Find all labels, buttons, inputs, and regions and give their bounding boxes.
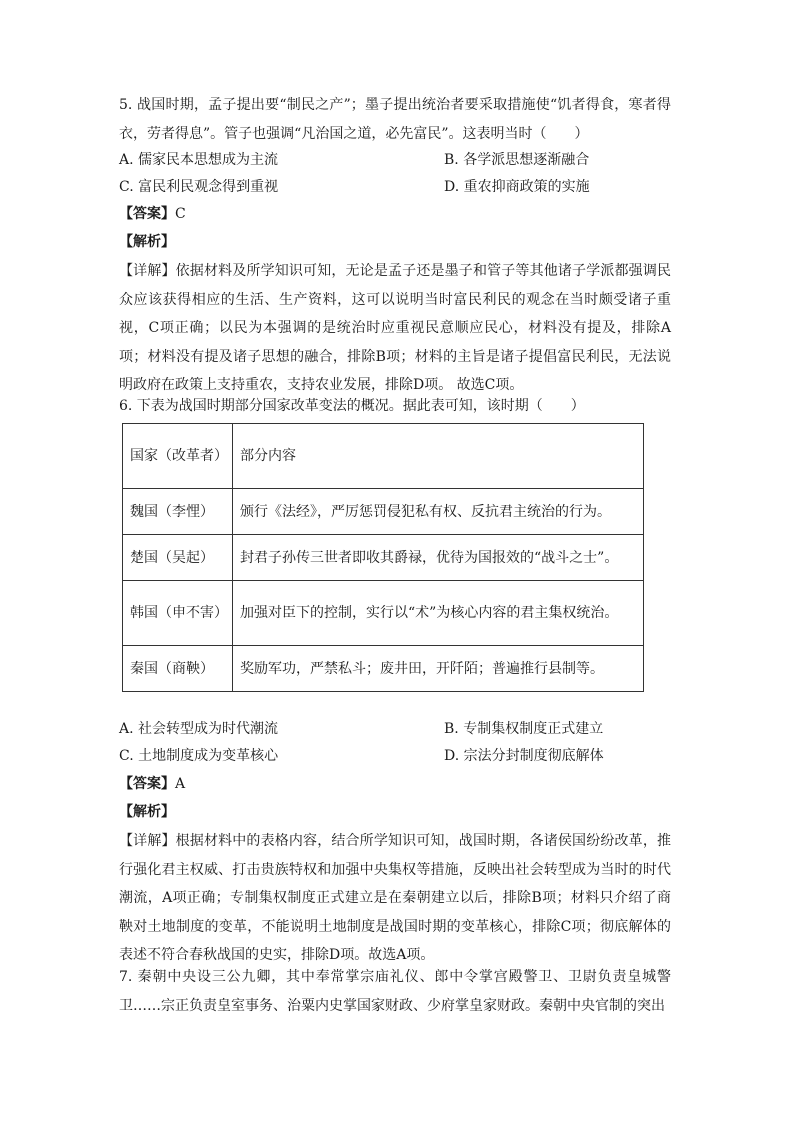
- question-5-analysis-tag: 【解析】: [119, 234, 175, 250]
- table-cell-content: 加强对臣下的控制，实行以“术”为核心内容的君主集权统治。: [233, 581, 644, 646]
- question-6-answer: [119, 770, 185, 798]
- question-5-option-d: D. 重农抑商政策的实施: [444, 179, 590, 195]
- question-5-stem: 5. 战国时期，孟子提出要“制民之产”；墨子提出统治者要采取措施使“饥者得食，寒者得衣，劳者得息”。管子也强调“凡治国之道，必先富民”。这表明当时（ ）: [119, 97, 671, 142]
- answer-tag: 【答案】: [119, 206, 175, 222]
- question-6-options-row-1: [119, 715, 679, 743]
- answer-value: C: [175, 206, 186, 222]
- table-header-cell: 部分内容: [233, 424, 644, 489]
- question-6-option-d: D. 宗法分封制度彻底解体: [444, 748, 604, 764]
- table-row: [123, 646, 644, 692]
- question-6-analysis-tag: 【解析】: [119, 804, 175, 820]
- question-6-option-a: A. 社会转型成为时代潮流: [119, 721, 279, 737]
- question-5-option-a: A. 儒家民本思想成为主流: [119, 152, 279, 168]
- question-5-detail: 【详解】依据材料及所学知识可知，无论是孟子还是墨子和管子等其他诸子学派都强调民众应该获得相应的生活、生产资料，这可以说明当时富民利民的观念在当时颇受诸子重视，C项正确；以民为本强调的是统治时应重视民意顺应民心，材料没有提及，排除A项；材料没有提及诸子思想的融合，排除B项；材料的主旨是诸子提倡富民利民，无法说明政府在政策上支持重农，支持农业发展，排除D项。 故选C项。: [119, 263, 671, 393]
- question-5-answer: [119, 200, 186, 228]
- table-header-cell: 国家（改革者）: [123, 424, 233, 489]
- table-cell-content: 颁行《法经》，严厉惩罚侵犯私有权、反抗君主统治的行为。: [233, 489, 644, 535]
- question-5-options-row-1: [119, 146, 679, 174]
- question-6-options-row-2: [119, 742, 679, 770]
- question-6-option-b: B. 专制集权制度正式建立: [444, 721, 604, 737]
- table-cell-content: 奖励军功，严禁私斗；废井田，开阡陌；普遍推行县制等。: [233, 646, 644, 692]
- question-6-detail: 【详解】根据材料中的表格内容，结合所学知识可知，战国时期，各诸侯国纷纷改革，推行强化君主权威、打击贵族特权和加强中央集权等措施，反映出社会转型成为当时的时代潮流，A项正确；专制集权制度正式建立是在秦朝建立以后，排除B项；材料只介绍了商鞅对土地制度的变革，不能说明土地制度是战国时期的变革核心，排除C项；彻底解体的表述不符合春秋战国的史实，排除D项。故选A项。: [119, 833, 671, 963]
- answer-tag: 【答案】: [119, 776, 175, 792]
- answer-value: A: [175, 776, 186, 792]
- question-6-stem: 6. 下表为战国时期部分国家改革变法的概况。据此表可知，该时期（ ）: [119, 398, 585, 414]
- table-row: [123, 535, 644, 581]
- table-row: [123, 489, 644, 535]
- question-5-options-row-2: [119, 173, 679, 201]
- table-row: [123, 581, 644, 646]
- table-cell-country: 楚国（吴起）: [123, 535, 233, 581]
- question-5-option-c: C. 富民利民观念得到重视: [119, 179, 279, 195]
- table-cell-country: 秦国（商鞅）: [123, 646, 233, 692]
- reform-table: [122, 423, 644, 692]
- table-cell-content: 封君子孙传三世者即收其爵禄，优待为国报效的“战斗之士”。: [233, 535, 644, 581]
- table-header-row: [123, 424, 644, 489]
- question-6-option-c: C. 土地制度成为变革核心: [119, 748, 279, 764]
- question-7-stem: 7. 秦朝中央设三公九卿，其中奉常掌宗庙礼仪、郎中令掌宫殿警卫、卫尉负责皇城警卫……宗正负责皇室事务、治粟内史掌国家财政、少府掌皇家财政。秦朝中央官制的突出: [119, 969, 671, 1014]
- table-cell-country: 韩国（申不害）: [123, 581, 233, 646]
- question-5-option-b: B. 各学派思想逐渐融合: [444, 152, 590, 168]
- table-cell-country: 魏国（李悝）: [123, 489, 233, 535]
